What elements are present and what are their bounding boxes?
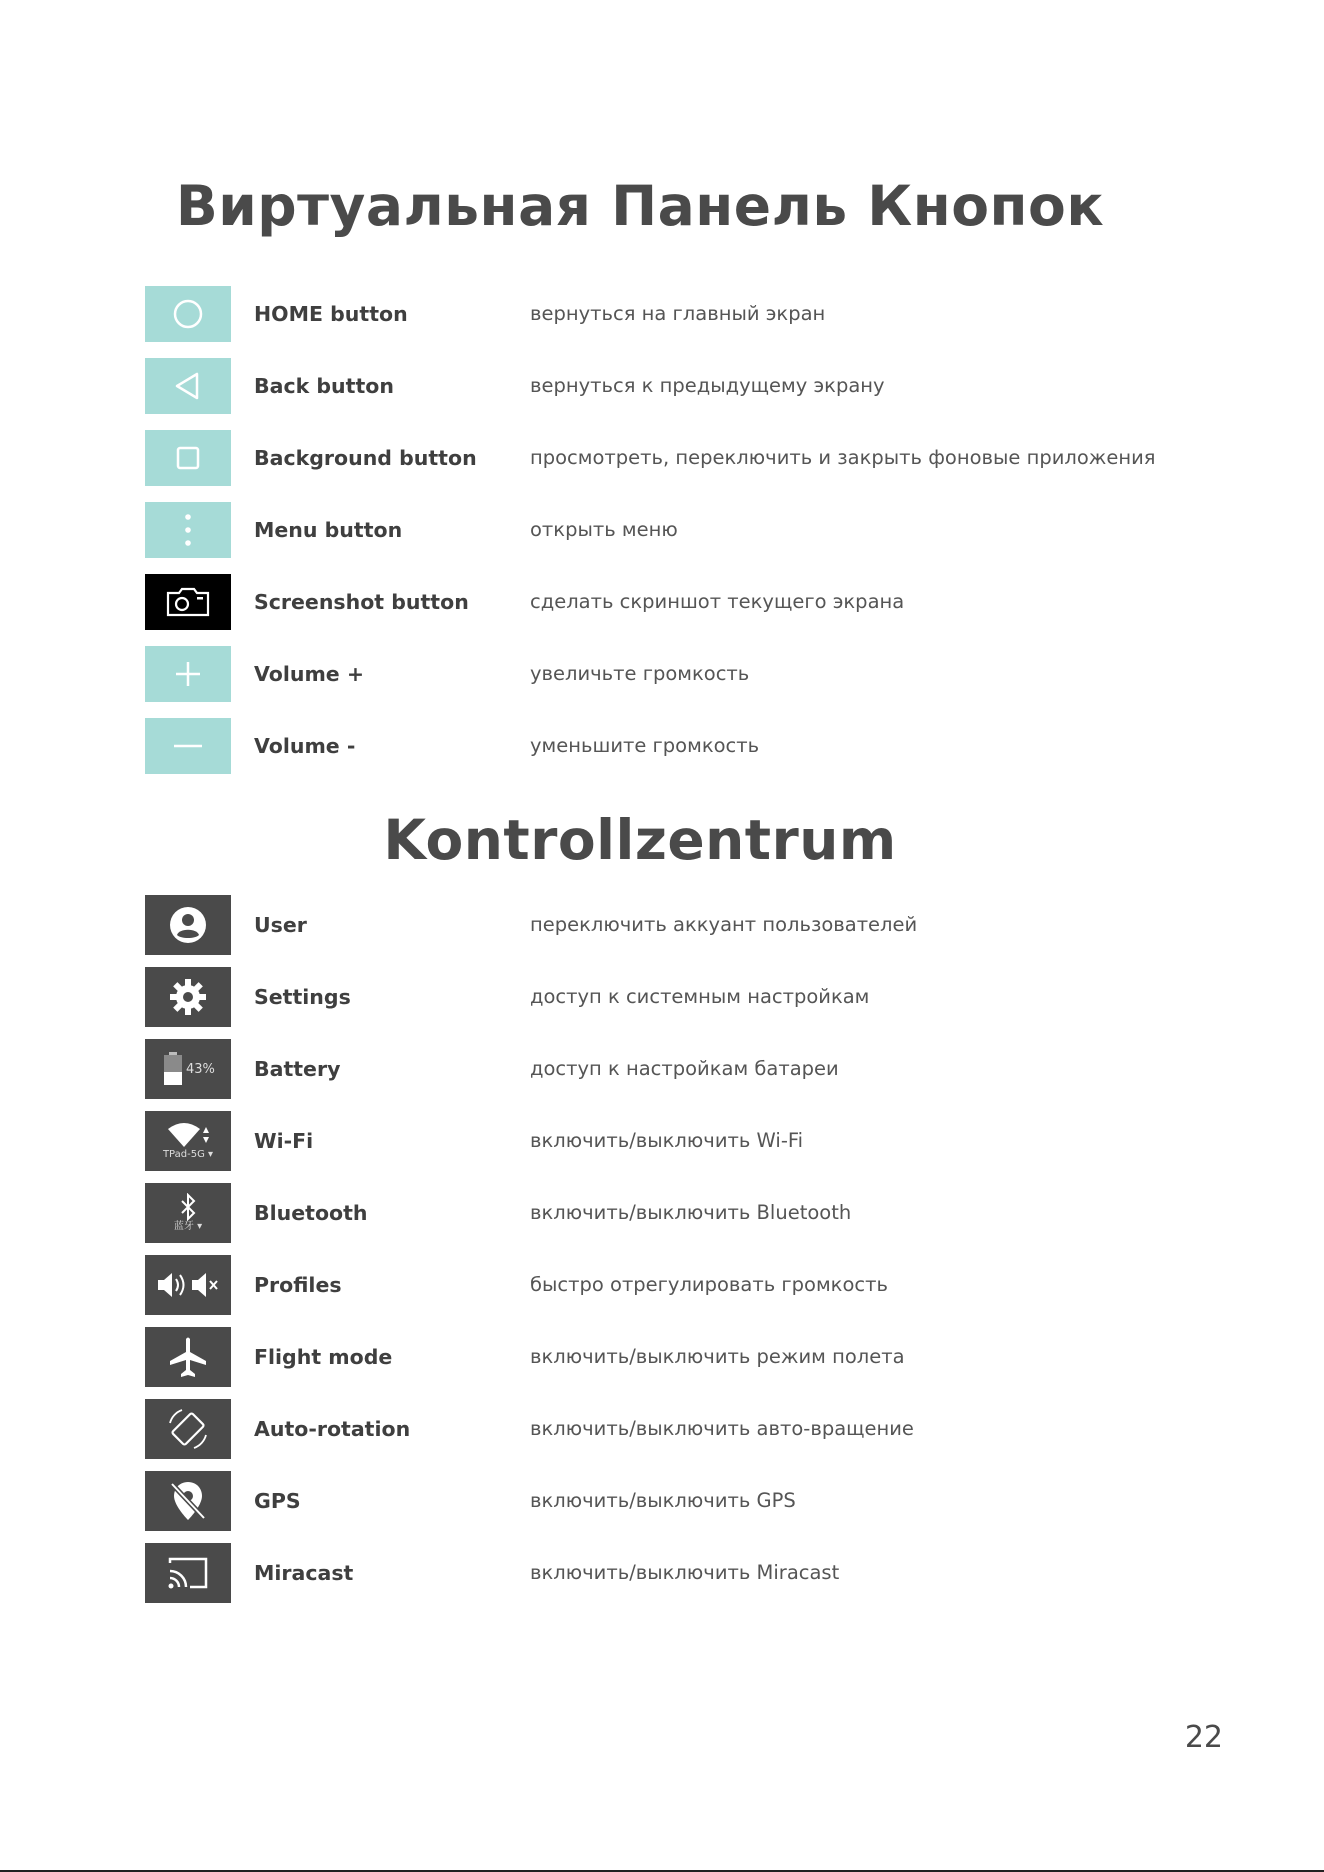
item-description: включить/выключить авто-вращение: [530, 1417, 914, 1440]
list-item: [145, 574, 1245, 630]
item-description: вернуться на главный экран: [530, 302, 826, 325]
item-name: Flight mode: [254, 1345, 393, 1369]
item-description: переключить аккуант пользователей: [530, 913, 918, 936]
item-name: Screenshot button: [254, 590, 469, 614]
plus-icon: [145, 646, 231, 702]
bluetooth-icon: [145, 1183, 231, 1243]
item-description: просмотреть, переключить и закрыть фоновые приложения: [530, 446, 1156, 469]
list-item: [145, 646, 1245, 702]
gps-off-icon: [145, 1471, 231, 1531]
battery-level-label: 43%: [186, 1061, 215, 1077]
list-item: [145, 1183, 1245, 1243]
back-triangle-icon: [145, 358, 231, 414]
list-item: [145, 1327, 1245, 1387]
item-description: доступ к настройкам батареи: [530, 1057, 839, 1080]
item-description: открыть меню: [530, 518, 678, 541]
camera-icon: [145, 574, 231, 630]
item-name: Profiles: [254, 1273, 342, 1297]
list-item: [145, 1039, 1245, 1099]
home-circle-icon: [145, 286, 231, 342]
list-item: [145, 718, 1245, 774]
page-number: 22: [1184, 1720, 1223, 1755]
item-description: включить/выключить Wi-Fi: [530, 1129, 804, 1152]
item-name: Background button: [254, 446, 477, 470]
item-name: Bluetooth: [254, 1201, 368, 1225]
user-icon: [145, 895, 231, 955]
wifi-network-label: TPad-5G ▾: [162, 1149, 214, 1160]
item-name: GPS: [254, 1489, 301, 1513]
list-item: [145, 430, 1245, 486]
item-name: Miracast: [254, 1561, 354, 1585]
list-item: [145, 1543, 1245, 1603]
gear-icon: [145, 967, 231, 1027]
item-description: включить/выключить Bluetooth: [530, 1201, 852, 1224]
item-description: вернуться к предыдущему экрану: [530, 374, 885, 397]
list-item: [145, 1471, 1245, 1531]
item-name: Battery: [254, 1057, 341, 1081]
item-name: Menu button: [254, 518, 403, 542]
menu-dots-icon: [145, 502, 231, 558]
item-description: включить/выключить Miracast: [530, 1561, 840, 1584]
list-item: [145, 1255, 1245, 1315]
item-name: Auto-rotation: [254, 1417, 411, 1441]
item-description: включить/выключить GPS: [530, 1489, 796, 1512]
battery-icon: [145, 1039, 231, 1099]
item-description: включить/выключить режим полета: [530, 1345, 905, 1368]
wifi-icon: [145, 1111, 231, 1171]
item-description: быстро отрегулировать громкость: [530, 1273, 888, 1296]
airplane-icon: [145, 1327, 231, 1387]
cast-icon: [145, 1543, 231, 1603]
list-item: [145, 1111, 1245, 1171]
speaker-icon: [145, 1255, 231, 1315]
recent-square-icon: [145, 430, 231, 486]
list-item: [145, 895, 1245, 955]
virtual-panel-title: Виртуальная Панель Кнопок: [175, 174, 1105, 238]
item-name: User: [254, 913, 307, 937]
bluetooth-label: 蓝牙 ▾: [173, 1221, 203, 1232]
item-name: Volume -: [254, 734, 356, 758]
minus-icon: [145, 718, 231, 774]
item-name: Back button: [254, 374, 394, 398]
item-description: уменьшите громкость: [530, 734, 760, 757]
item-description: доступ к системным настройкам: [530, 985, 870, 1008]
item-name: Wi-Fi: [254, 1129, 314, 1153]
rotation-icon: [145, 1399, 231, 1459]
list-item: [145, 1399, 1245, 1459]
list-item: [145, 358, 1245, 414]
item-name: HOME button: [254, 302, 408, 326]
control-center-title: Kontrollzentrum: [383, 808, 897, 872]
list-item: [145, 967, 1245, 1027]
item-name: Volume +: [254, 662, 365, 686]
item-name: Settings: [254, 985, 351, 1009]
item-description: сделать скриншот текущего экрана: [530, 590, 905, 613]
item-description: увеличьте громкость: [530, 662, 750, 685]
list-item: [145, 286, 1245, 342]
list-item: [145, 502, 1245, 558]
